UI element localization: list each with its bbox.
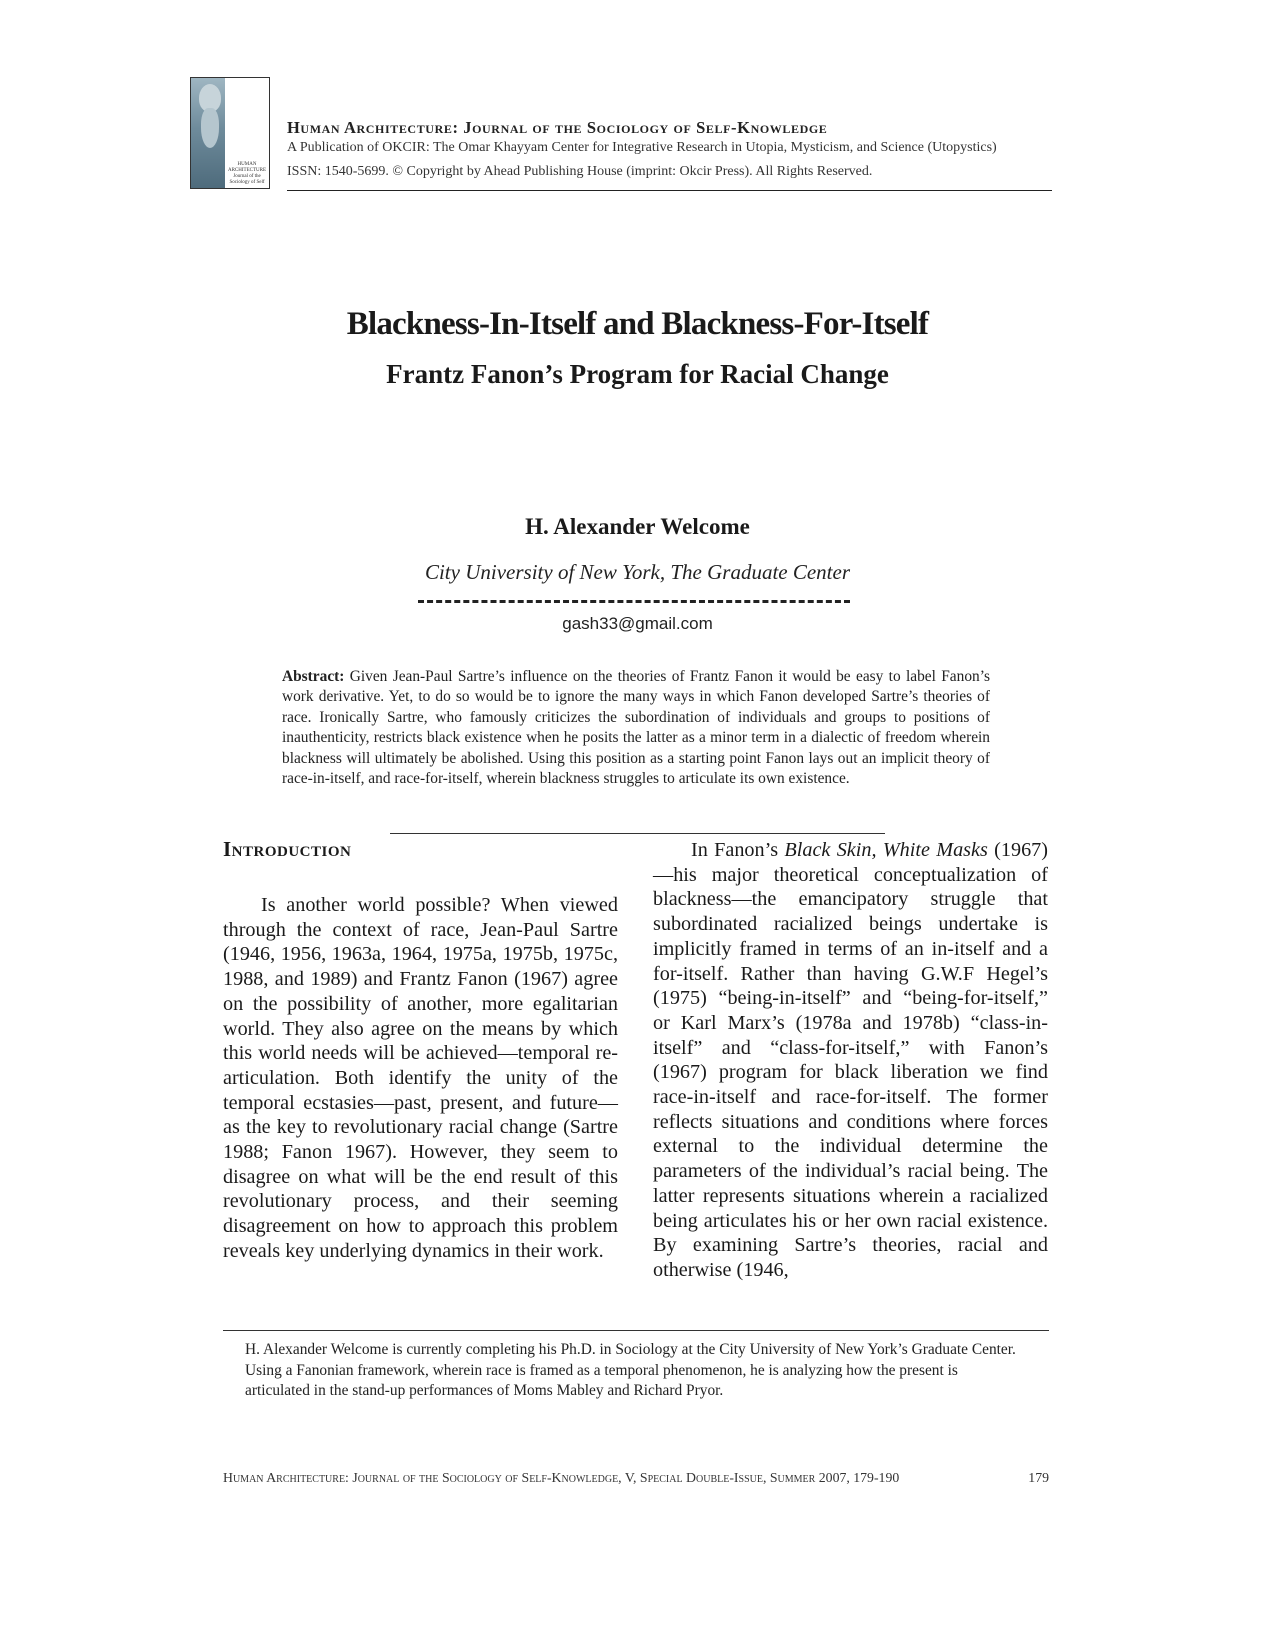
- body-column-left: [223, 893, 618, 1264]
- cover-caption: HUMAN ARCHITECTURE Journal of the Sociology of Self: [227, 162, 267, 185]
- journal-name: Human Architecture: Journal of the Sociology of Self-Knowledge: [287, 118, 828, 137]
- intro-paragraph: Is another world possible? When viewed through the context of race, Jean-Paul Sartre (1946, 1956, 1963a, 1964, 1975a, 1975b, 1975c, 1988, and 1989) and Frantz Fanon (1967) agree on the possibility of another, more egalitarian world. They also agree on the means by which this world needs will be achieved—temporal re-articulation. Both identify the unity of the temporal ecstasies—past, present, and future—as the key to revolutionary racial change (Sartre 1988; Fanon 1967). However, they seem to disagree on what will be the end result of this revolutionary process, and their seeming disagreement on how to approach this problem reveals key underlying dynamics in their work.: [223, 894, 618, 1262]
- header-divider: [287, 190, 1052, 191]
- author-affiliation: City University of New York, The Graduate Center: [424, 560, 851, 584]
- body-paragraph: [653, 838, 1048, 1283]
- author-name: H. Alexander Welcome: [525, 514, 750, 539]
- paragraph-rest: (1967)—his major theoretical conceptualization of blackness—the emancipatory struggle that subordinated racialized beings undertake is implicitly framed in terms of an in-itself and a for-itself. Rather than having G.W.F Hegel’s (1975) “being-in-itself” and “being-for-itself,” or Karl Marx’s (1978a and 1978b) “class-in-itself” and “class-for-itself,” with Fanon’s (1967) program for black liberation we find race-in-itself and race-for-itself. The former reflects situations and conditions where forces external to the individual determine the parameters of the individual’s racial being. The latter represents situations wherein a racialized being articulates his or her own racial existence. By examining Sartre’s theories, racial and otherwise (1946,: [653, 839, 1048, 1281]
- publisher-line: A Publication of OKCIR: The Omar Khayyam Center for Integrative Research in Utopia, Mysticism, and Science (Utopystics): [287, 140, 997, 155]
- section-heading: Introduction: [223, 837, 352, 861]
- abstract-text: Given Jean-Paul Sartre’s influence on the theories of Frantz Fanon it would be easy to label Fanon’s work derivative. Yet, to do so would be to ignore the many ways in which Fanon developed Sartre’s theories of race. Ironically Sartre, who famously criticizes the subordination of individuals and groups to positions of inauthenticity, restricts black existence when he posits the latter as a minor term in a dialectic of freedom wherein blackness will ultimately be abolished. Using this position as a starting point Fanon lays out an implicit theory of race-in-itself, and race-for-itself, wherein blackness struggles to articulate its own existence.: [282, 668, 990, 788]
- article-title: Blackness-In-Itself and Blackness-For-Itself: [346, 306, 929, 342]
- article-subtitle: Frantz Fanon’s Program for Racial Change: [386, 359, 889, 389]
- issn-line: ISSN: 1540-5699. © Copyright by Ahead Publishing House (imprint: Okcir Press). All Rights Reserved.: [287, 164, 873, 179]
- abstract-label: Abstract:: [282, 668, 345, 685]
- author-email: gash33@gmail.com: [562, 614, 713, 633]
- body-column-right: [653, 838, 1048, 1283]
- page-number: 179: [1028, 1470, 1049, 1485]
- author-footnote: H. Alexander Welcome is currently completing his Ph.D. in Sociology at the City University of New York’s Graduate Center. Using a Fanonian framework, wherein race is framed as a temporal phenomenon, he is analyzing how the present is articulated in the stand-up performances of Moms Mabley and Richard Pryor.: [245, 1341, 1016, 1399]
- paragraph-lead: In Fanon’s: [691, 839, 785, 861]
- abstract: [282, 667, 990, 789]
- footer-citation: Human Architecture: Journal of the Sociology of Self-Knowledge, V, Special Double-Issue, Summer 2007, 179-190: [223, 1470, 900, 1485]
- statue-beard-shape: [201, 108, 219, 148]
- abstract-divider: [390, 833, 885, 834]
- book-title: Black Skin, White Masks: [784, 839, 988, 861]
- footnote-divider: [223, 1330, 1049, 1331]
- affiliation-divider: [418, 600, 850, 603]
- journal-cover-thumbnail: [190, 77, 270, 189]
- running-footer: [223, 1470, 1049, 1486]
